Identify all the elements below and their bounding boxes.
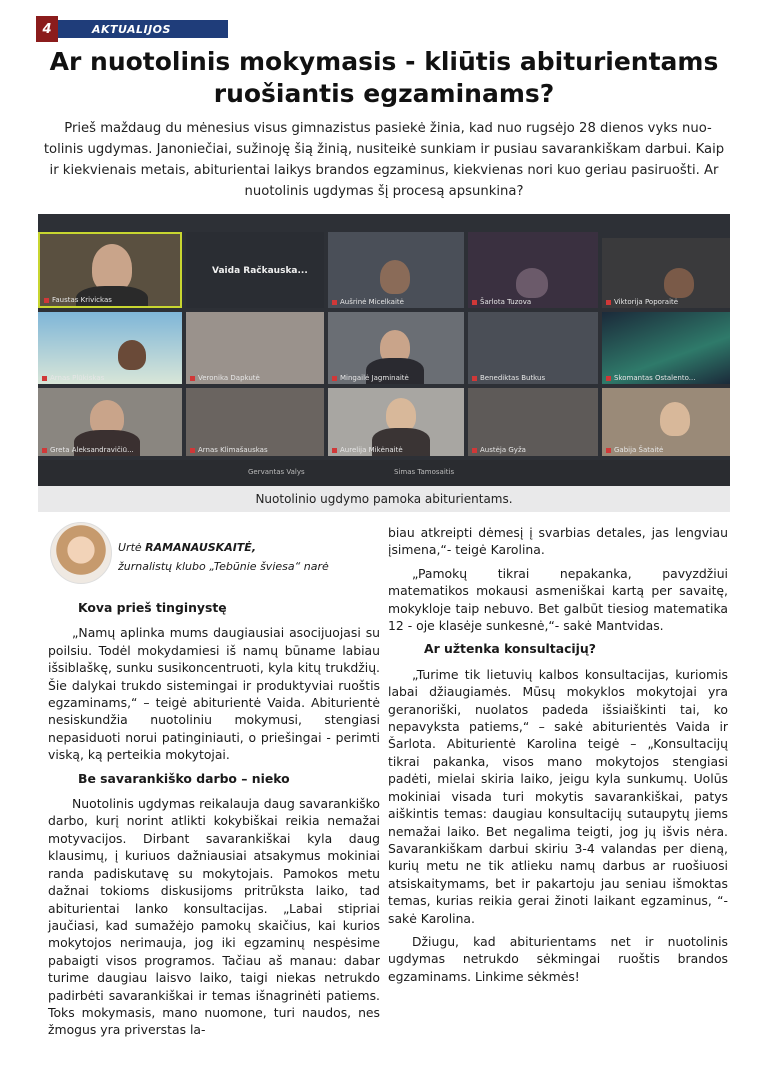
participant-name: Greta Aleksandravičiū... — [42, 446, 134, 454]
participant-name: Arnas Plūkiskas — [42, 374, 104, 382]
photo-caption: Nuotolinio ugdymo pamoka abiturientams. — [38, 486, 730, 512]
article-paragraph: „Namų aplinka mums daugiausiai asocijuojasi su poilsiu. Todėl mokydamiesi iš namų būname labiau išsiblaškę, sunku susikoncentruoti, kyla kitų trukdžių. Šie dalykai trukdo sistemingai ir produktyviai ruoštis egzaminams,“ – teigė abiturientė Vaida. Abiturientė nesiskundžia nuotoliniu mokymusi, stengiasi nepasiduoti norui patinginiauti, o priešingai - perimti viską, ką perteikia mokytojai. — [48, 625, 380, 763]
video-tile — [468, 232, 598, 308]
participant-name: Aurelija Mikėnaitė — [332, 446, 403, 454]
section-label: AKTUALIJOS — [58, 20, 228, 38]
video-tile — [468, 388, 598, 456]
participant-name: Benediktas Butkus — [472, 374, 545, 382]
title-line-2: ruošiantis egzaminams? — [213, 79, 555, 108]
page-header — [36, 16, 228, 42]
author-last-name: RAMANAUSKAITĖ, — [145, 541, 257, 554]
video-tile — [328, 388, 464, 456]
participant-name: Simas Tamosaitis — [394, 468, 455, 476]
participant-name: Aušrinė Micelkaitė — [332, 298, 404, 306]
video-tile — [186, 388, 324, 456]
participant-name: Gabija Šataitė — [606, 446, 663, 454]
video-tile — [38, 388, 182, 456]
bottom-strip — [38, 460, 730, 486]
video-tile — [328, 232, 464, 308]
author-first-name: Urtė — [118, 541, 142, 554]
video-tile — [186, 312, 324, 384]
participant-name: Skomantas Ostalento... — [606, 374, 695, 382]
video-tile — [602, 312, 730, 384]
article-title — [30, 46, 738, 110]
video-tile — [602, 238, 730, 308]
participant-name: Viktorija Poporaitė — [606, 298, 678, 306]
article-paragraph: „Turime tik lietuvių kalbos konsultacijas, kuriomis labai džiaugiamės. Mūsų mokyklos mokytojai yra geranoriški, nuolatos padeda išsiaiškinti tai, ko nepavyksta patiems,“ – sakė abiturientės Vaida ir Šarlota. Abiturientė Karolina teigė – „Konsultacijų tikrai pakanka, visos mano mokytojos stengiasi padėti, mielai skiria laiko, jeigu kyla sunkumų. Uolūs mokiniai visada turi mokytis savarankiškai, patys aiškintis temas: daugiau konsultacijų sutaupytų jiems nemažai laiko. Bet negalima teigti, jog jų išvis nėra. Savarankiškam darbui skiriu 3-4 valandas per dieną, kurių metu ne tik atlieku namų darbus ar ruošiuosi atsiskaitymams, bet ir pakartoju jau seniau išmoktas temas, kurias reikia gerai žinoti laikant egzaminus, “- sakė Karolina. — [388, 666, 728, 926]
article-lead — [36, 118, 732, 202]
article-column-left — [48, 597, 380, 1045]
article-column-right — [388, 524, 728, 991]
lead-line: nuotolinis ugdymas šį procesą apsunkina? — [244, 184, 524, 199]
section-heading: Be savarankiško darbo – nieko — [78, 770, 290, 786]
article-paragraph: biau atkreipti dėmesį į svarbias detales, jas lengviau įsimena,“- teigė Karolina. — [388, 525, 728, 558]
video-tile — [468, 312, 598, 384]
speaker-overlay-label: Vaida Račkauska... — [212, 266, 308, 276]
article-paragraph: „Pamokų tikrai nepakanka, pavyzdžiui matematikos mokausi asmeniškai kartą per savaitę, mokykloje taip nebuvo. Bet galbūt tiesiog matematika 12 - oje klasėje sunkesnė,“- sakė Mantvidas. — [388, 565, 728, 634]
participant-name: Faustas Krivickas — [44, 296, 112, 304]
participant-name: Gervantas Valys — [248, 468, 305, 476]
lead-line: Prieš maždaug du mėnesius visus gimnazistus pasiekė žinia, kad nuo rugsėjo 28 dienos vyks nuo- — [64, 121, 712, 136]
page-number: 4 — [36, 16, 58, 42]
video-tile — [38, 312, 182, 384]
video-tile — [328, 312, 464, 384]
video-tile — [38, 232, 182, 308]
section-heading: Kova prieš tinginystę — [78, 600, 227, 615]
participant-name: Šarlota Tuzova — [472, 298, 531, 306]
lead-line: tolinis ugdymas. Janoniečiai, sužinoję šią žinią, nusiteikė sunkiam ir pusiau savarankiškam darbui. Kaip — [43, 142, 725, 157]
participant-name: Mingailė Jagminaitė — [332, 374, 409, 382]
author-role: žurnalistų klubo „Tebūnie šviesa“ narė — [118, 560, 329, 573]
video-conference-photo — [38, 214, 730, 486]
lead-line: ir kiekvienais metais, abiturientai laikys brandos egzaminus, kiekvienas nori kuo geriau pasiruošti. Ar — [49, 163, 719, 178]
author-name — [118, 541, 256, 554]
article-paragraph: Nuotolinis ugdymas reikalauja daug savarankiško darbo, kurį norint atlikti kokybiškai reikia nemažai motyvacijos. Dirbant savarankiškai kyla daug klausimų, į kuriuos dažniausiai atsakymus mokiniai randa padiskutavę su mokytojais. Pamokos metu dažnai tokioms diskusijoms pritrūksta laiko, tad abiturientai lanko konsultacijas. „Labai stipriai jaučiasi, kad sumažėjo pamokų skaičius, kai kurios mokytojos nerimauja, jog iki egzaminų nespėsime pabaigti visos programos. Tačiau aš manau: dabar turime daugiau laisvo laiko, taigi niekas netrukdo padirbėti savarankiškai ir temas išnagrinėti patiems. Toks mokymasis, mano nuomone, turi naudos, nes žmogus yra priverstas la- — [48, 796, 380, 1038]
participant-name: Austėja Gyža — [472, 446, 526, 454]
participant-name: Arnas Klimašauskas — [190, 446, 268, 454]
article-paragraph: Džiugu, kad abiturientams net ir nuotolinis ugdymas netrukdo sėkmingai ruoštis brandos egzaminams. Linkime sėkmės! — [388, 933, 728, 984]
video-tile — [602, 388, 730, 456]
author-avatar — [50, 522, 112, 584]
section-heading: Ar užtenka konsultacijų? — [424, 641, 596, 657]
title-line-1: Ar nuotolinis mokymasis - kliūtis abiturientams — [49, 47, 719, 76]
participant-name: Veronika Dapkutė — [190, 374, 260, 382]
